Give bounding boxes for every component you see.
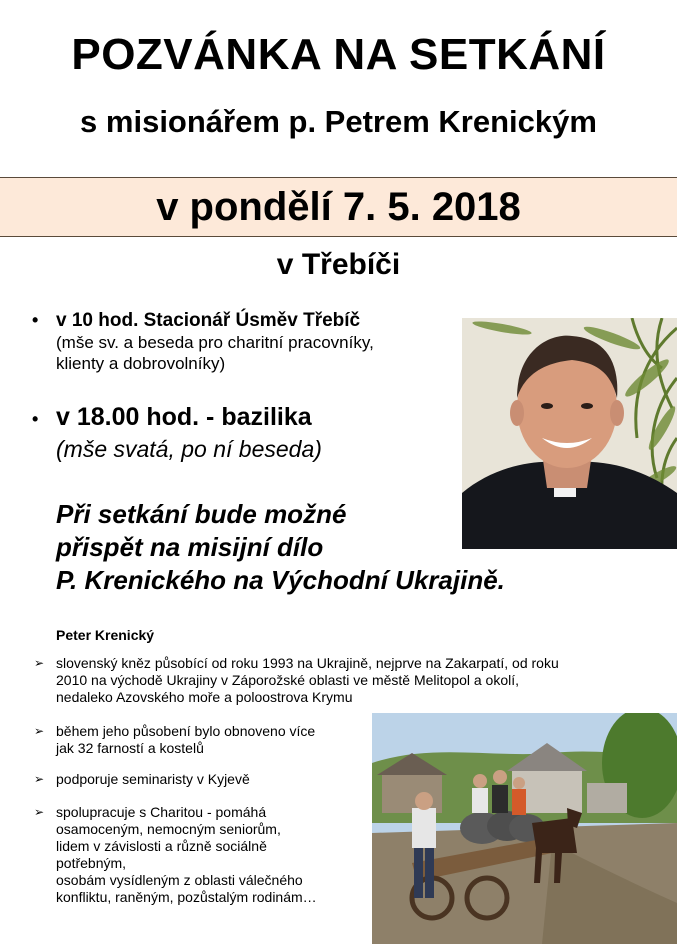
bio-list-item xyxy=(34,655,674,706)
event-date: v pondělí 7. 5. 2018 xyxy=(156,185,521,229)
bio-text-line: nedaleko Azovského moře a poloostrova Krymu xyxy=(56,689,353,705)
bio-text-line: slovenský kněz působící od roku 1993 na Ukrajině, nejprve na Zakarpatí, od roku xyxy=(56,655,559,671)
bio-list-item xyxy=(34,723,364,757)
arrow-bullet-icon: ➢ xyxy=(34,724,45,738)
event-description: klienty a dobrovolníky) xyxy=(56,354,226,373)
arrow-bullet-icon: ➢ xyxy=(34,656,45,670)
event-heading: v 18.00 hod. - bazilika xyxy=(56,403,312,431)
event-description: (mše svatá, po ní beseda) xyxy=(56,436,322,462)
bio-text-line: 2010 na východě Ukrajiny v Záporožské oblasti ve městě Melitopol a okolí, xyxy=(56,672,520,688)
appeal-line: Při setkání bude možné xyxy=(56,499,347,529)
event-heading: v 10 hod. Stacionář Úsměv Třebíč xyxy=(56,310,361,331)
appeal-line: P. Krenického na Východní Ukrajině. xyxy=(56,565,505,595)
bio-text-line: spolupracuje s Charitou - pomáhá xyxy=(56,804,267,820)
date-band xyxy=(0,177,677,237)
bio-text-line: lidem v závislosti a různě sociálně xyxy=(56,838,267,854)
bio-text-line: potřebným, xyxy=(56,855,127,871)
bio-text-line: podporuje seminaristy v Kyjevě xyxy=(56,771,250,787)
bio-text-line: osobám vysídleným z oblasti válečného xyxy=(56,872,303,888)
appeal-line: přispět na misijní dílo xyxy=(56,532,324,562)
bullet-dot-icon: • xyxy=(32,409,39,429)
bio-list-item xyxy=(34,771,364,788)
event-place: v Třebíči xyxy=(276,248,401,281)
bio-text-line: během jeho působení bylo obnoveno více xyxy=(56,723,316,739)
event-item-evening xyxy=(32,403,462,463)
page-title: POZVÁNKA NA SETKÁNÍ xyxy=(71,30,606,79)
bio-list-item xyxy=(34,804,374,906)
bio-text-line: jak 32 farností a kostelů xyxy=(56,740,204,756)
village-horse-cart-photo xyxy=(372,713,677,944)
event-description: (mše sv. a beseda pro charitní pracovníky, xyxy=(56,333,374,352)
bio-name: Peter Krenický xyxy=(56,627,155,643)
donation-appeal xyxy=(56,498,656,597)
arrow-bullet-icon: ➢ xyxy=(34,805,45,819)
bio-text-line: konfliktu, raněným, pozůstalým rodinám… xyxy=(56,889,317,905)
bullet-dot-icon: • xyxy=(32,310,39,330)
event-item-morning xyxy=(32,310,462,374)
bio-text-line: osamoceným, nemocným seniorům, xyxy=(56,821,281,837)
arrow-bullet-icon: ➢ xyxy=(34,772,45,786)
page-subtitle: s misionářem p. Petrem Krenickým xyxy=(80,104,597,139)
